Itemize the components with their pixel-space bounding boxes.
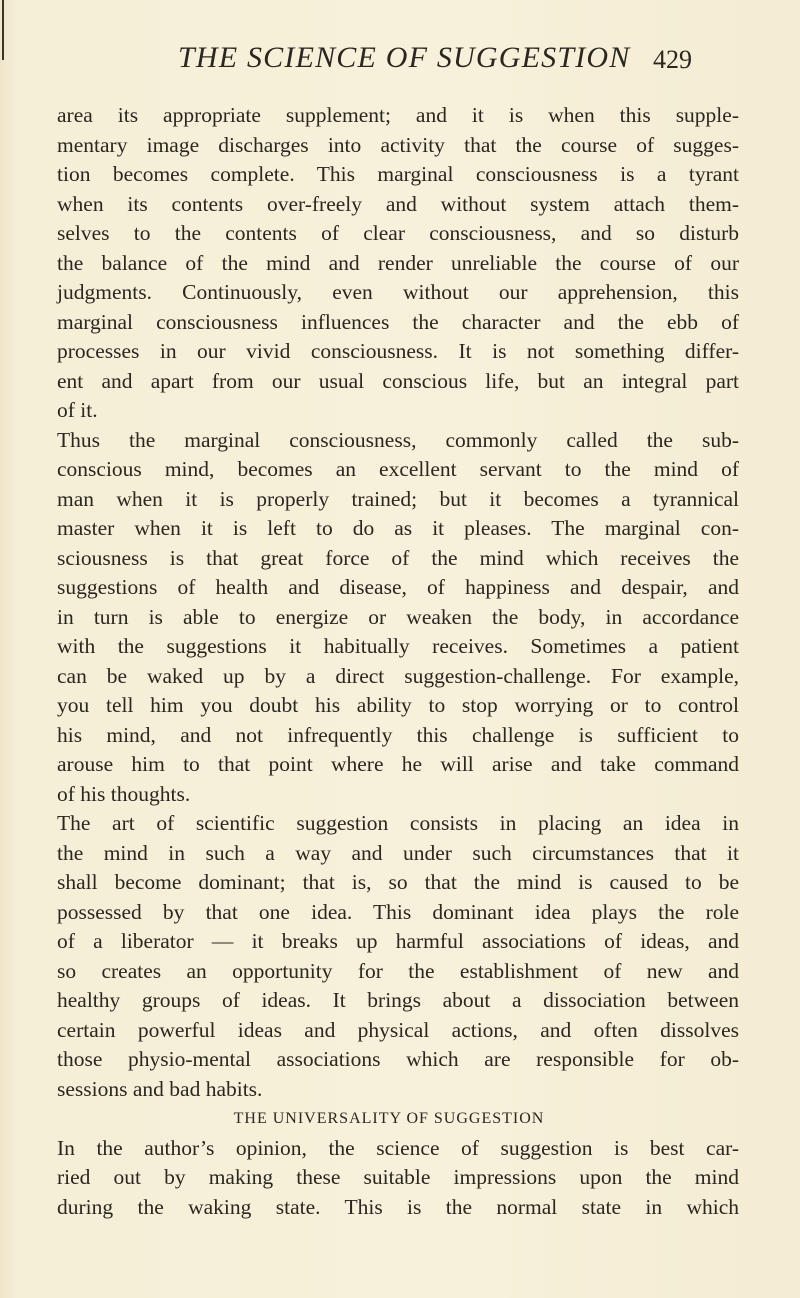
text-line: his mind, and not infrequently this challenge is sufficient to	[57, 722, 739, 747]
text-line: so creates an opportunity for the establishment of new and	[57, 958, 739, 983]
text-line: marginal consciousness influences the character and the ebb of	[57, 309, 739, 334]
text-line: tion becomes complete. This marginal consciousness is a tyrant	[57, 162, 739, 186]
text-line: ried out by making these suitable impressions upon the mind	[57, 1165, 739, 1189]
running-title: THE SCIENCE OF SUGGESTION	[178, 41, 631, 74]
text-line: shall become dominant; that is, so that the mind is caused to be	[57, 870, 739, 894]
text-line: of it.	[57, 398, 98, 422]
text-line: in turn is able to energize or weaken the body, in accordance	[57, 604, 739, 629]
text-line: with the suggestions it habitually receives. Sometimes a patient	[57, 634, 739, 658]
text-line: when its contents over-freely and without system attach them-	[57, 191, 739, 216]
page-header	[0, 38, 800, 78]
text-line: ent and apart from our usual conscious life, but an integral part	[57, 368, 739, 393]
text-line: master when it is left to do as it pleases. The marginal con-	[57, 516, 739, 540]
text-line: selves to the contents of clear consciousness, and so disturb	[57, 221, 739, 245]
text-line: arouse him to that point where he will arise and take command	[57, 752, 739, 776]
text-line: mentary image discharges into activity that the course of sugges-	[57, 132, 739, 157]
text-line: of his thoughts.	[57, 781, 191, 806]
text-line: possessed by that one idea. This dominant idea plays the role	[57, 899, 739, 924]
text-line: In the author’s opinion, the science of suggestion is best car-	[57, 1135, 739, 1160]
text-line: man when it is properly trained; but it becomes a tyrannical	[57, 486, 739, 511]
text-line: the balance of the mind and render unreliable the course of our	[57, 250, 739, 275]
text-line: The art of scientific suggestion consists in placing an idea in	[57, 811, 739, 835]
text-line: healthy groups of ideas. It brings about a dissociation between	[57, 988, 739, 1012]
text-line: those physio-mental associations which are responsible for ob-	[57, 1047, 739, 1071]
text-line: of a liberator — it breaks up harmful associations of ideas, and	[57, 929, 739, 953]
text-line: during the waking state. This is the normal state in which	[57, 1194, 739, 1219]
text-line: suggestions of health and disease, of happiness and despair, and	[57, 575, 739, 599]
section-heading: THE UNIVERSALITY OF SUGGESTION	[233, 1110, 545, 1127]
text-line: conscious mind, becomes an excellent servant to the mind of	[57, 457, 739, 481]
text-line: can be waked up by a direct suggestion-challenge. For example,	[57, 663, 739, 688]
text-line: the mind in such a way and under such circumstances that it	[57, 840, 739, 865]
text-line: area its appropriate supplement; and it is when this supple-	[57, 103, 739, 127]
text-line: Thus the marginal consciousness, commonly called the sub-	[57, 427, 739, 452]
body-text	[57, 101, 739, 1222]
text-line: judgments. Continuously, even without our apprehension, this	[57, 280, 739, 304]
text-line: processes in our vivid consciousness. It is not something differ-	[57, 339, 739, 363]
page-number: 429	[653, 45, 692, 74]
text-line: certain powerful ideas and physical actions, and often dissolves	[57, 1017, 739, 1042]
text-line: sciousness is that great force of the mind which receives the	[57, 545, 739, 570]
text-line: sessions and bad habits.	[57, 1076, 263, 1101]
text-line: you tell him you doubt his ability to stop worrying or to control	[57, 693, 739, 717]
